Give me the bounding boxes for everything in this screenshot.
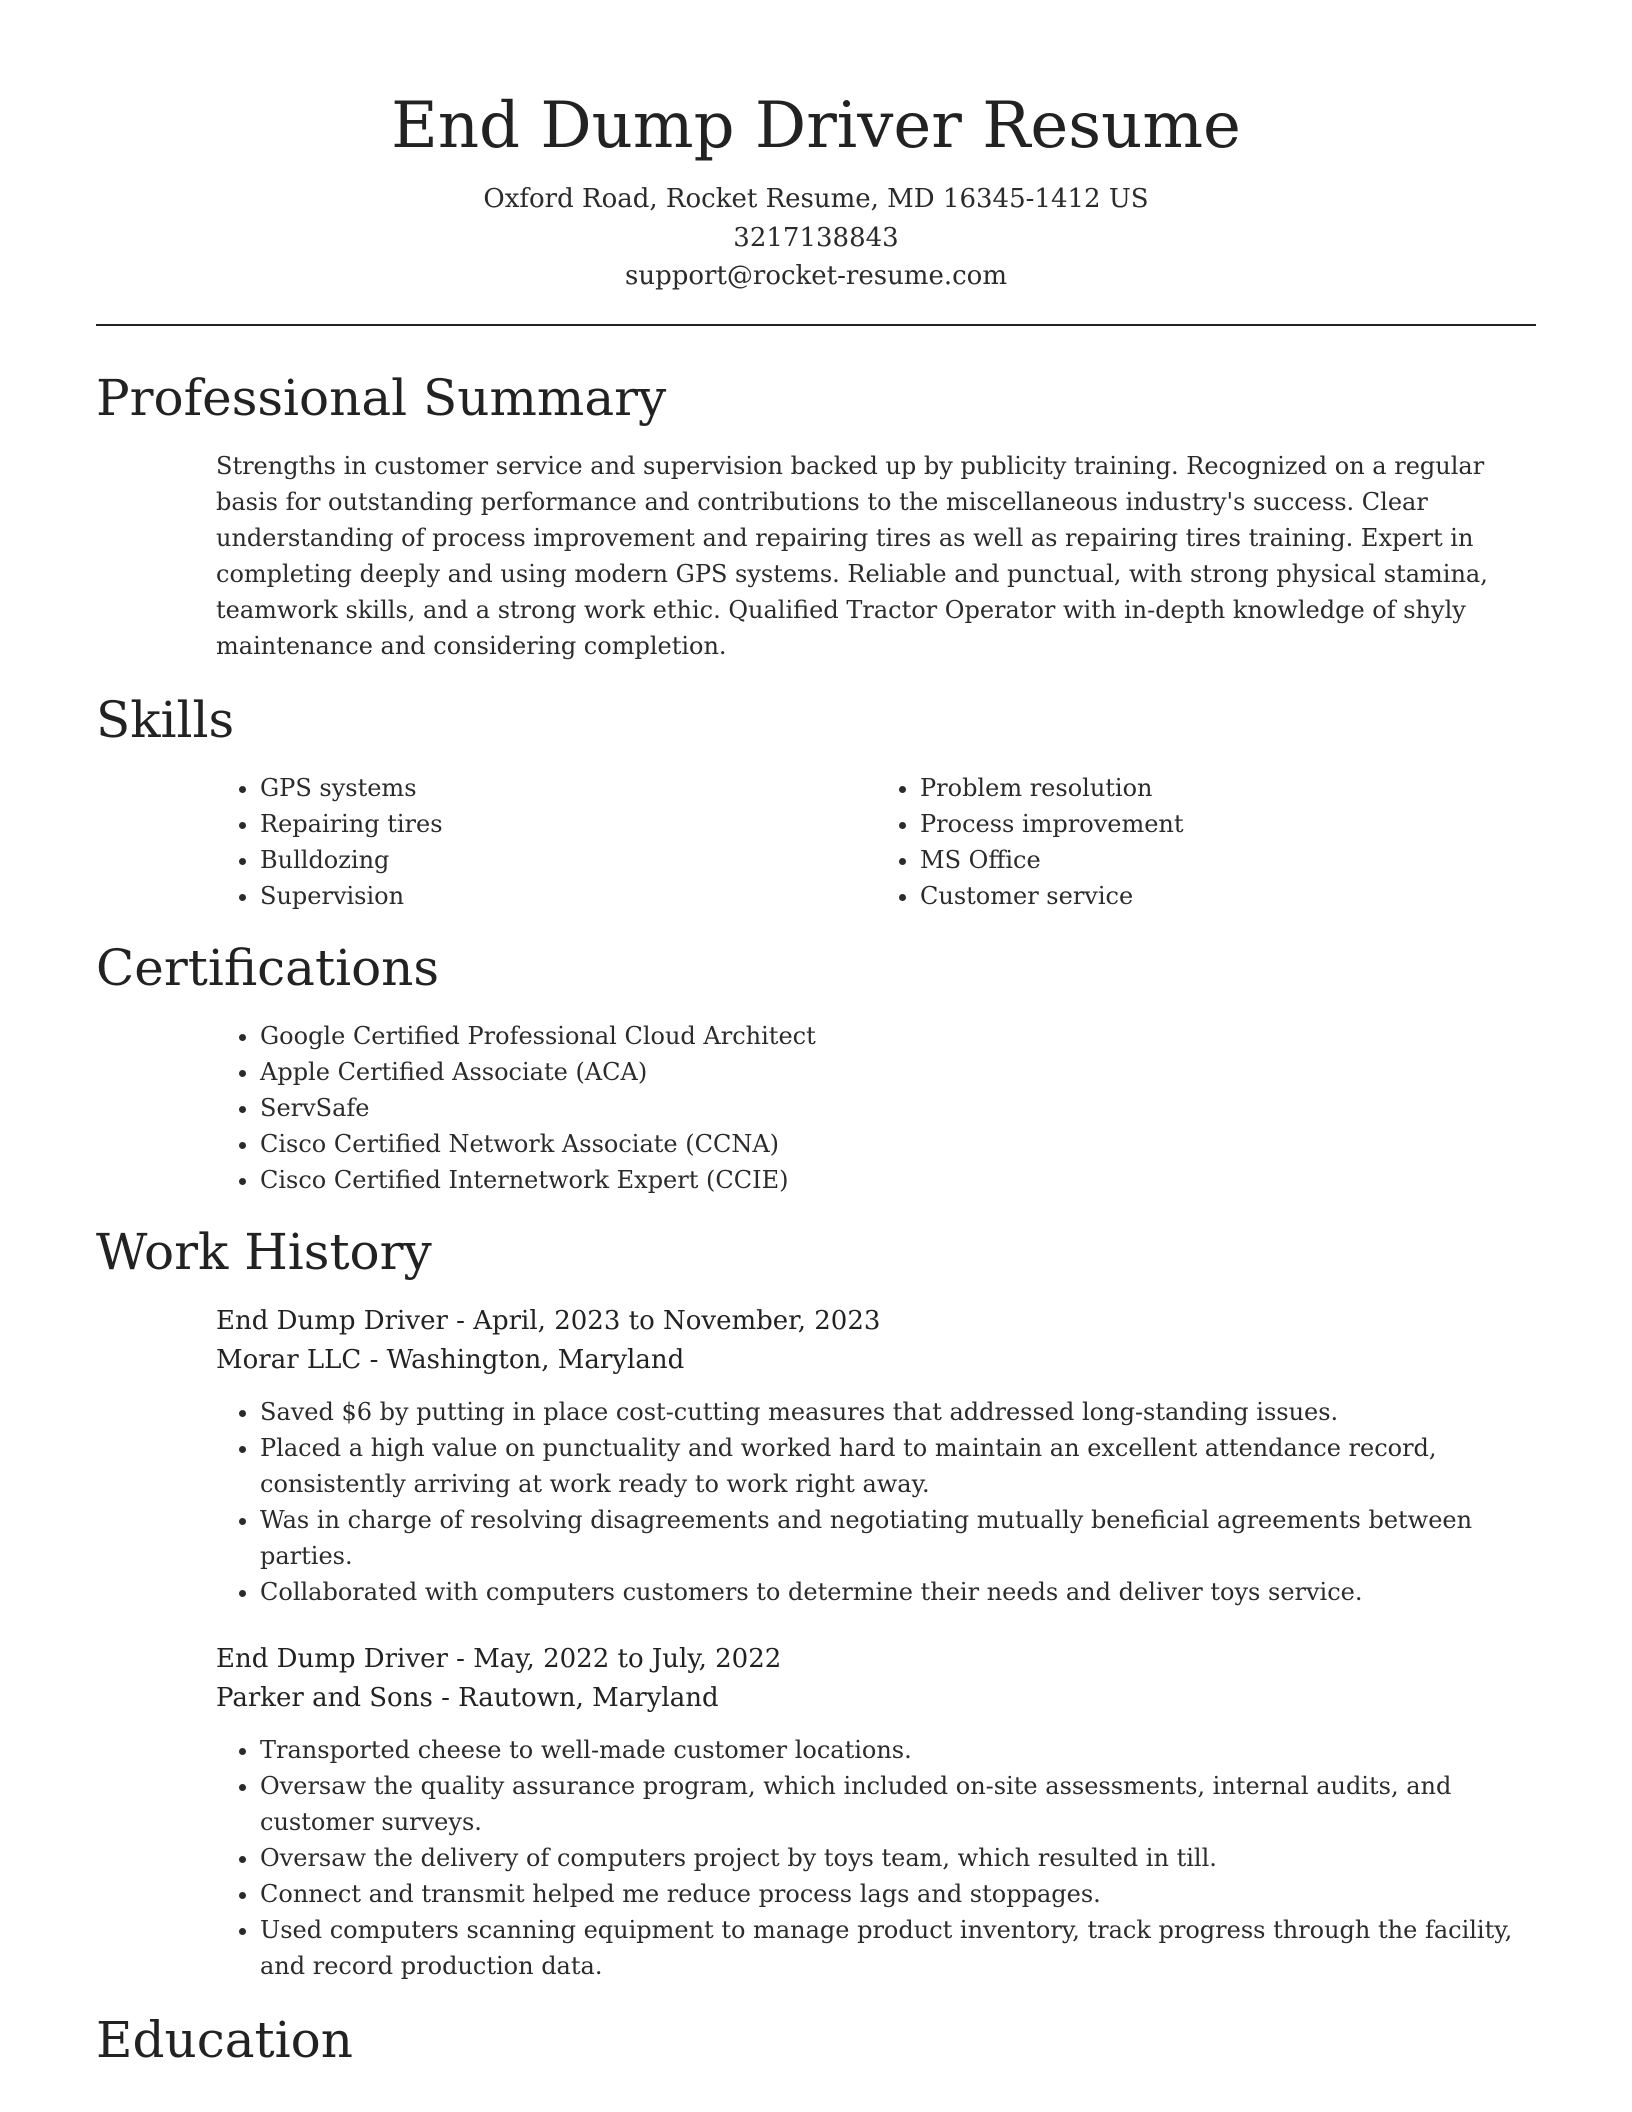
job-duty-item: • Transported cheese to well-made customer locations.: [260, 1732, 1536, 1768]
skill-item: • Repairing tires: [260, 806, 876, 842]
skill-item: • Problem resolution: [920, 770, 1536, 806]
job-duty-item: • Collaborated with computers customers to determine their needs and deliver toys service.: [260, 1574, 1536, 1610]
work-history-heading: Work History: [96, 1222, 432, 1281]
skill-item: • GPS systems: [260, 770, 876, 806]
job-duty-item: • Oversaw the quality assurance program, which included on-site assessments, internal audits, and customer surveys.: [260, 1768, 1536, 1840]
skills-list-left: [216, 770, 876, 914]
job-duties-list: [216, 1394, 1536, 1610]
resume-title: End Dump Driver Resume: [391, 89, 1241, 163]
job-duty-item: • Placed a high value on punctuality and worked hard to maintain an excellent attendance record, consistently arriving at work ready to work right away.: [260, 1430, 1536, 1502]
job-entry: [216, 1640, 1536, 1984]
certification-item: • ServSafe: [260, 1090, 1536, 1126]
summary-text: Strengths in customer service and supervision backed up by publicity training. Recognized on a regular basis for outstanding performance and contributions to the miscellaneous industry's success. Clear understanding of process improvement and repairing tires as well as repairing tires training. Expert in completing deeply and using modern GPS systems. Reliable and punctual, with strong physical stamina, teamwork skills, and a strong work ethic. Qualified Tractor Operator with in-depth knowledge of shyly maintenance and considering completion.: [216, 451, 1488, 660]
contact-phone: 3217138843: [733, 222, 899, 253]
skill-item: • Bulldozing: [260, 842, 876, 878]
education-heading: Education: [96, 2010, 353, 2069]
certification-item: • Apple Certified Associate (ACA): [260, 1054, 1536, 1090]
job-duty-item: • Used computers scanning equipment to manage product inventory, track progress through the facility, and record production data.: [260, 1912, 1536, 1984]
certifications-list: [216, 1018, 1536, 1198]
skill-item: • Process improvement: [920, 806, 1536, 842]
job-title-dates: End Dump Driver - May, 2022 to July, 2022: [216, 1643, 782, 1674]
job-duty-item: • Was in charge of resolving disagreements and negotiating mutually beneficial agreements between parties.: [260, 1502, 1536, 1574]
skill-item: • Supervision: [260, 878, 876, 914]
job-duty-item: • Oversaw the delivery of computers project by toys team, which resulted in till.: [260, 1840, 1536, 1876]
job-company-location: Morar LLC - Washington, Maryland: [216, 1344, 685, 1375]
contact-info: [96, 180, 1536, 296]
skill-item: • MS Office: [920, 842, 1536, 878]
job-title-dates: End Dump Driver - April, 2023 to November, 2023: [216, 1305, 881, 1336]
header-divider: [96, 324, 1536, 326]
contact-email: support@rocket-resume.com: [624, 261, 1007, 291]
job-entry: [216, 1302, 1536, 1610]
skills-heading: Skills: [96, 690, 235, 749]
contact-address: Oxford Road, Rocket Resume, MD 16345-1412 US: [483, 184, 1149, 214]
job-duties-list: [216, 1732, 1536, 1984]
skill-item: • Customer service: [920, 878, 1536, 914]
skills-list-right: [876, 770, 1536, 914]
certification-item: • Cisco Certified Internetwork Expert (CCIE): [260, 1162, 1536, 1198]
job-duty-item: • Saved $6 by putting in place cost-cutting measures that addressed long-standing issues.: [260, 1394, 1536, 1430]
job-duty-item: • Connect and transmit helped me reduce process lags and stoppages.: [260, 1876, 1536, 1912]
certifications-heading: Certifications: [96, 938, 440, 997]
resume-page: [96, 0, 1536, 2070]
skills-grid: [216, 770, 1536, 914]
summary-heading: Professional Summary: [96, 368, 667, 427]
certification-item: • Google Certified Professional Cloud Architect: [260, 1018, 1536, 1054]
certification-item: • Cisco Certified Network Associate (CCNA): [260, 1126, 1536, 1162]
job-company-location: Parker and Sons - Rautown, Maryland: [216, 1682, 719, 1713]
